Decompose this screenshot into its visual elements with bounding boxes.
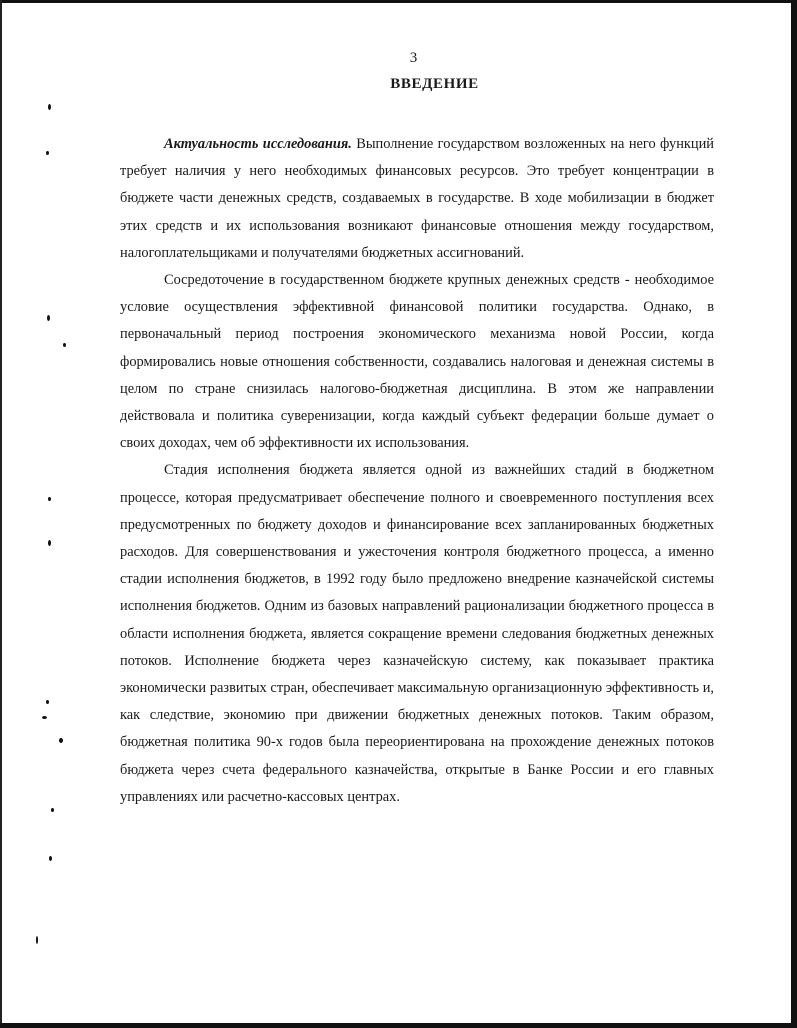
- page-number: 3: [409, 50, 418, 66]
- scan-border-bottom: [0, 1023, 797, 1028]
- paragraph-lead: Актуальность исследования.: [164, 136, 352, 152]
- paragraph-relevance: [120, 131, 714, 267]
- page-title: ВВЕДЕНИЕ: [390, 76, 479, 92]
- scan-border-right: [791, 0, 797, 1028]
- paragraph-text: Сосредоточение в государственном бюджете крупных денежных средств - необходимое условие осуществления эффективной финансовой политики государства. Однако, в первоначальный период построения экономического механизма новой России, когда формировались новые отношения собственности, создавались налоговая и денежная системы в целом по стране снизилась налогово-бюджетная дисциплина. В этом же направлении действовала и политика суверенизации, когда каждый субъект федерации больше думает о своих доходах, чем об эффективности их использования.: [120, 272, 714, 452]
- scan-speck: [49, 856, 52, 861]
- scan-speck: [63, 343, 66, 347]
- paragraph-concentration: [120, 267, 714, 457]
- scan-speck: [46, 700, 49, 704]
- paragraph-text: Выполнение государством возложенных на него функций требует наличия у него необходимых финансовых ресурсов. Это требует концентрации в бюджете части денежных средств, создаваемых в государстве. В ходе мобилизации в бюджет этих средств и их использования возникают финансовые отношения между государством, налогоплательщиками и получателями бюджетных ассигнований.: [120, 136, 714, 261]
- scan-speck: [46, 151, 49, 155]
- scan-speck: [51, 808, 54, 812]
- scan-speck: [42, 716, 47, 719]
- paragraph-text: Стадия исполнения бюджета является одной из важнейших стадий в бюджетном процессе, которая предусматривает обеспечение полного и своевременного поступления всех предусмотренных по бюджету доходов и финансирование всех запланированных бюджетных расходов. Для совершенствования и ужесточения контроля бюджетного процесса, а именно стадии исполнения бюджетов, в 1992 году было предложено внедрение казначейской системы исполнения бюджетов. Одним из базовых направлений рационализации бюджетного процесса в области исполнения бюджета, является сокращение времени следования бюджетных денежных потоков. Исполнение бюджета через казначейскую систему, как показывает практика экономически развитых стран, обеспечивает максимальную организационную эффективность и, как следствие, экономию при движении бюджетных денежных потоков. Таким образом, бюджетная политика 90-х годов была переориентирована на прохождение денежных потоков бюджета через счета федерального казначейства, открытые в Банке России и его главных управлениях или расчетно-кассовых центрах.: [120, 462, 714, 805]
- scan-speck: [48, 540, 51, 546]
- scan-border-left: [0, 0, 2, 1028]
- scan-speck: [48, 104, 51, 110]
- scan-speck: [47, 315, 50, 321]
- body-text: [120, 131, 714, 811]
- scan-speck: [59, 738, 63, 743]
- paragraph-budget-execution: [120, 457, 714, 811]
- scan-border-top: [0, 0, 797, 3]
- scan-speck: [36, 936, 38, 944]
- scan-speck: [48, 497, 51, 501]
